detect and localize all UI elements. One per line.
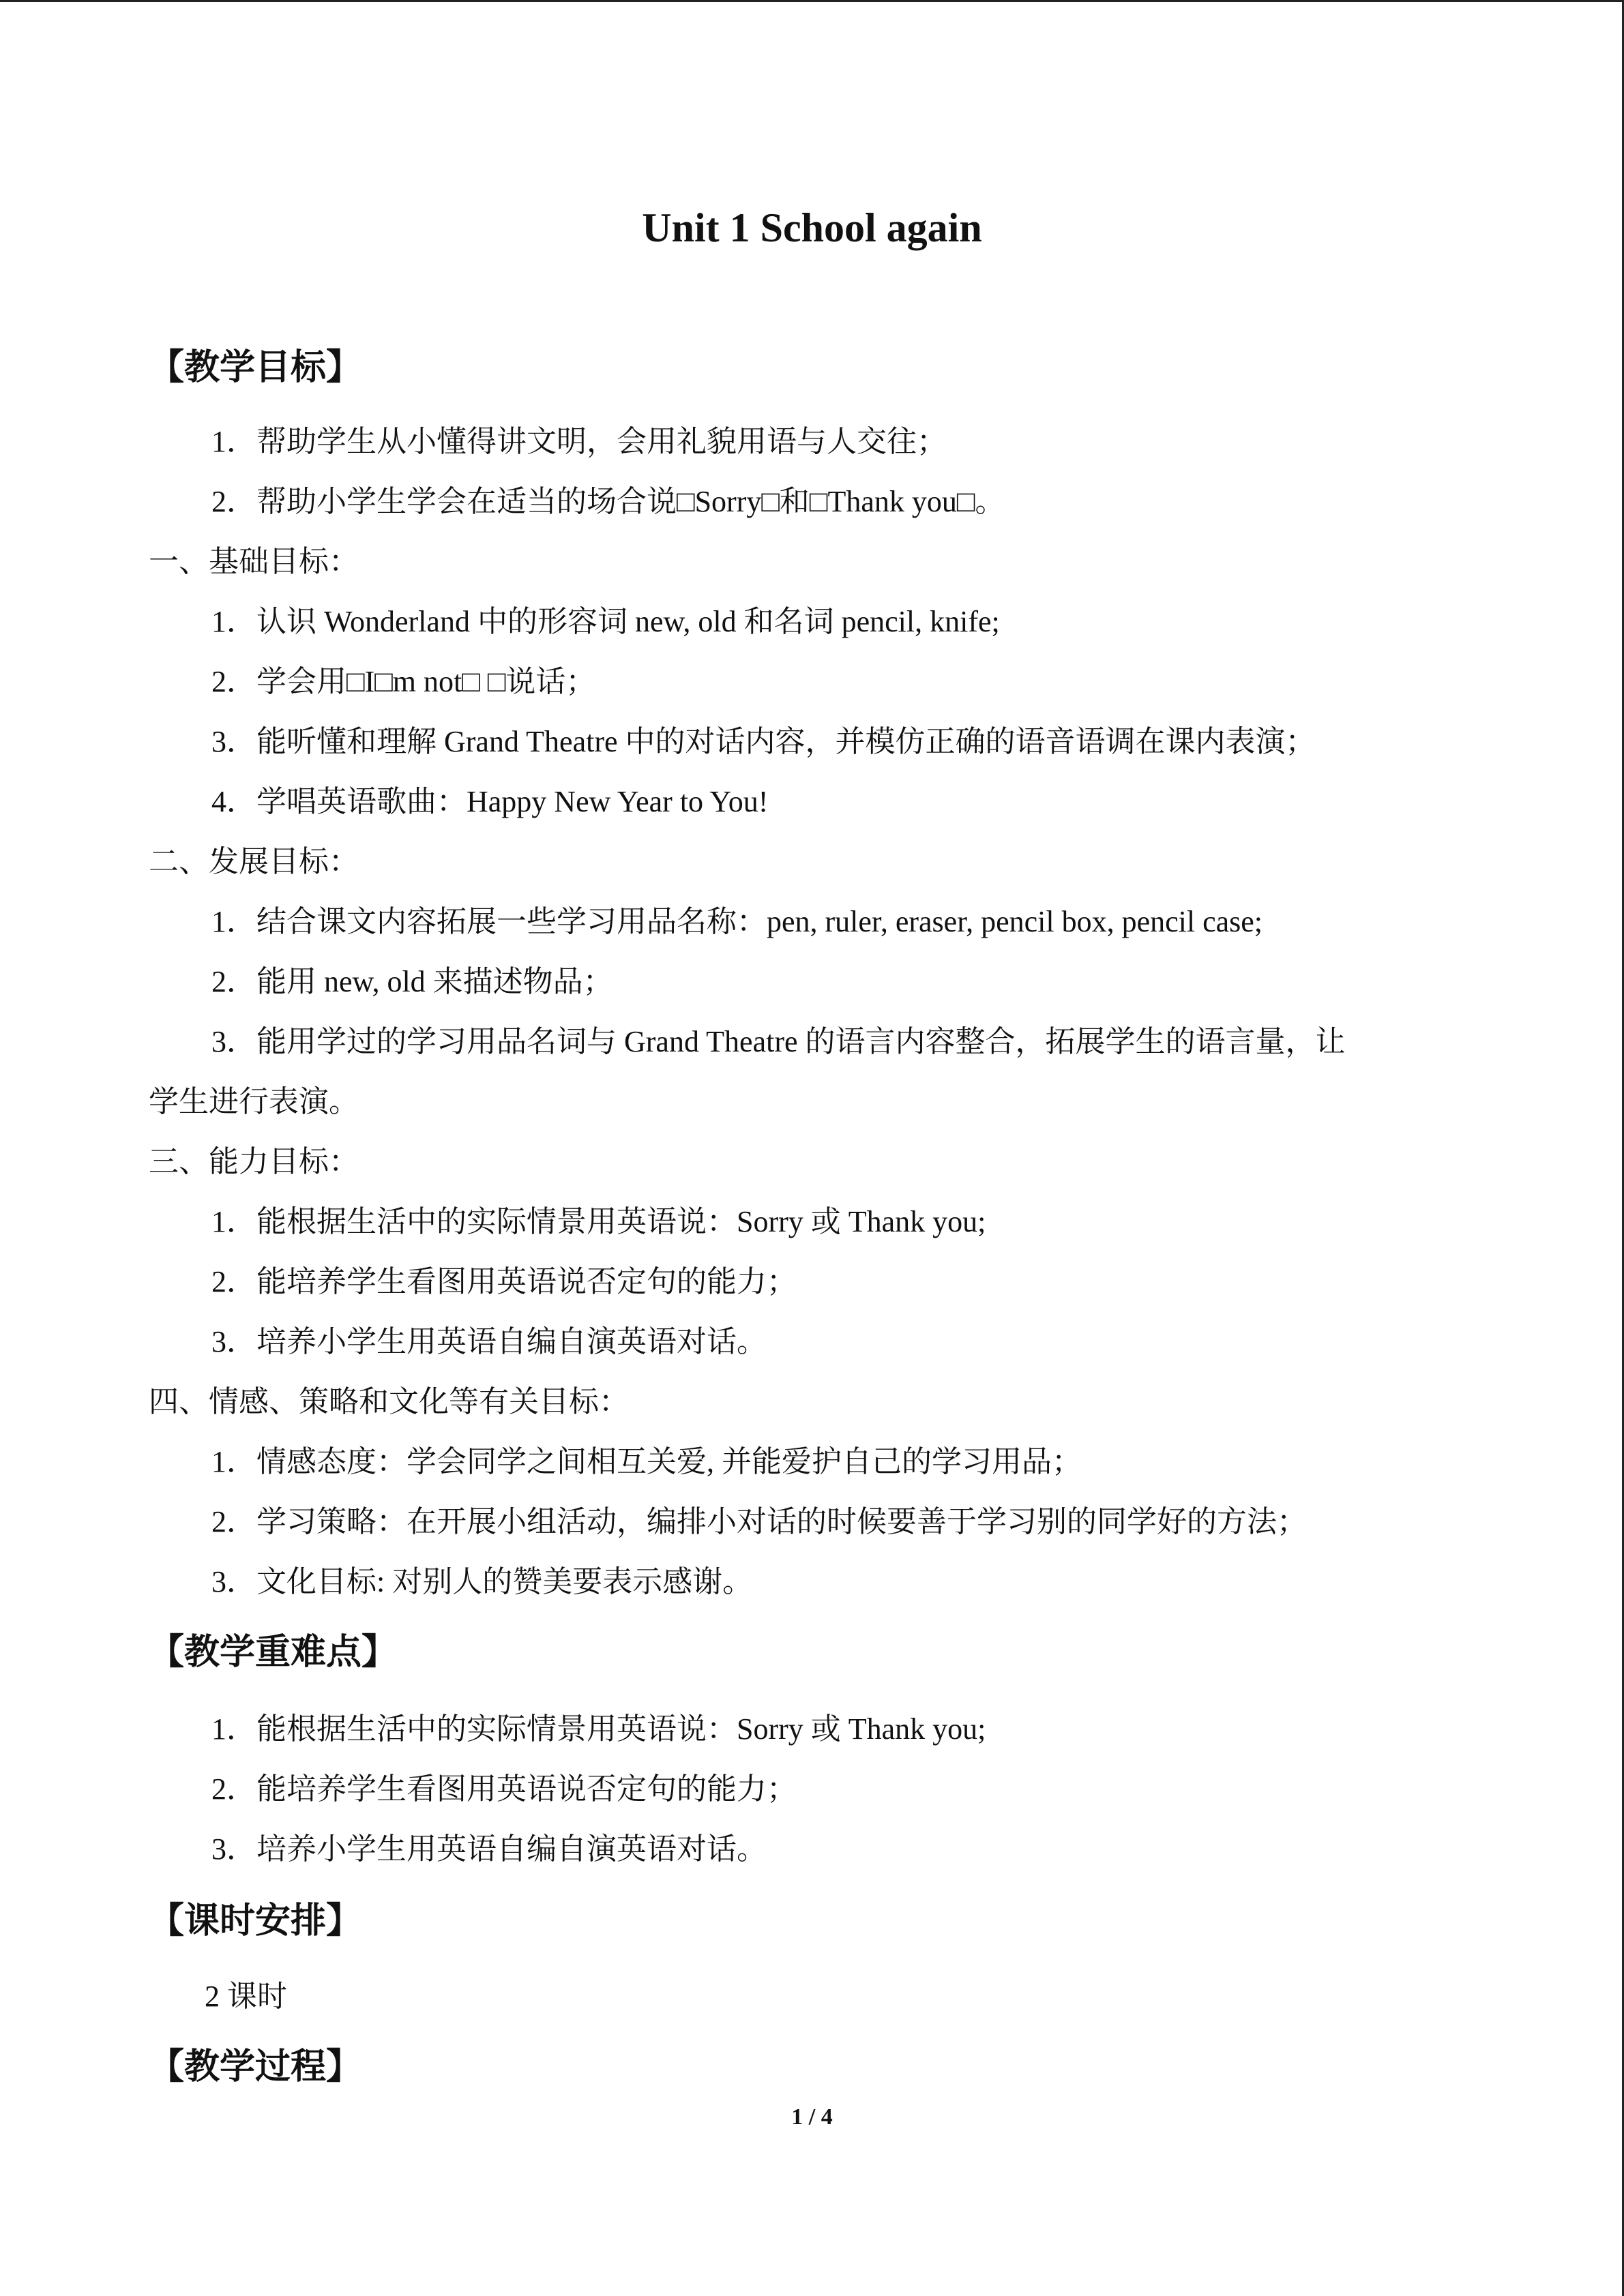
basic-goal-item-3: 3．能听懂和理解 Grand Theatre 中的对话内容，并模仿正确的语音语调在课内表演； bbox=[211, 725, 1316, 758]
ability-goals-title: 三、能力目标： bbox=[149, 1145, 359, 1178]
key-point-item-1: 1．能根据生活中的实际情景用英语说：Sorry 或 Thank you; bbox=[211, 1712, 986, 1746]
basic-goals-title: 一、基础目标： bbox=[149, 545, 359, 578]
emotion-goal-item-3: 3．文化目标: 对别人的赞美要表示感谢。 bbox=[211, 1565, 753, 1598]
ability-goal-item-2: 2．能培养学生看图用英语说否定句的能力； bbox=[211, 1265, 797, 1298]
development-goals-title: 二、发展目标： bbox=[149, 845, 359, 878]
document-title: Unit 1 School again bbox=[642, 205, 982, 250]
schedule-value: 2 课时 bbox=[205, 1980, 287, 2013]
process-heading: 【教学过程】 bbox=[149, 2048, 362, 2087]
ability-goal-item-3: 3．培养小学生用英语自编自演英语对话。 bbox=[211, 1325, 767, 1358]
basic-goal-item-1: 1．认识 Wonderland 中的形容词 new, old 和名词 pencil, knife; bbox=[211, 605, 1000, 638]
page-top-border bbox=[0, 0, 1624, 2]
objective-item-2: 2．帮助小学生学会在适当的场合说□Sorry□和□Thank you□。 bbox=[211, 485, 1005, 518]
key-point-item-2: 2．能培养学生看图用英语说否定句的能力； bbox=[211, 1772, 797, 1806]
page-number: 1 / 4 bbox=[791, 2104, 833, 2130]
emotion-goal-item-2: 2．学习策略：在开展小组活动，编排小对话的时候要善于学习别的同学好的方法； bbox=[211, 1505, 1307, 1538]
schedule-heading: 【课时安排】 bbox=[149, 1902, 362, 1941]
ability-goal-item-1: 1．能根据生活中的实际情景用英语说：Sorry 或 Thank you; bbox=[211, 1205, 986, 1238]
objectives-heading: 【教学目标】 bbox=[149, 348, 362, 387]
development-goal-item-3-cont: 学生进行表演。 bbox=[149, 1085, 359, 1118]
development-goal-item-3: 3．能用学过的学习用品名词与 Grand Theatre 的语言内容整合，拓展学生的语言量，让 bbox=[211, 1025, 1346, 1058]
development-goal-item-2: 2．能用 new, old 来描述物品； bbox=[211, 965, 613, 998]
basic-goal-item-4: 4．学唱英语歌曲：Happy New Year to You! bbox=[211, 785, 769, 818]
key-points-heading: 【教学重难点】 bbox=[149, 1633, 398, 1672]
emotion-goal-item-1: 1．情感态度：学会同学之间相互关爱, 并能爱护自己的学习用品； bbox=[211, 1445, 1082, 1478]
emotion-goals-title: 四、情感、策略和文化等有关目标： bbox=[149, 1385, 629, 1418]
development-goal-item-1: 1．结合课文内容拓展一些学习用品名称：pen, ruler, eraser, pencil box, pencil case; bbox=[211, 905, 1263, 938]
key-point-item-3: 3．培养小学生用英语自编自演英语对话。 bbox=[211, 1832, 767, 1866]
basic-goal-item-2: 2．学会用□I□m not□ □说话； bbox=[211, 665, 596, 698]
objective-item-1: 1．帮助学生从小懂得讲文明，会用礼貌用语与人交往； bbox=[211, 425, 947, 458]
